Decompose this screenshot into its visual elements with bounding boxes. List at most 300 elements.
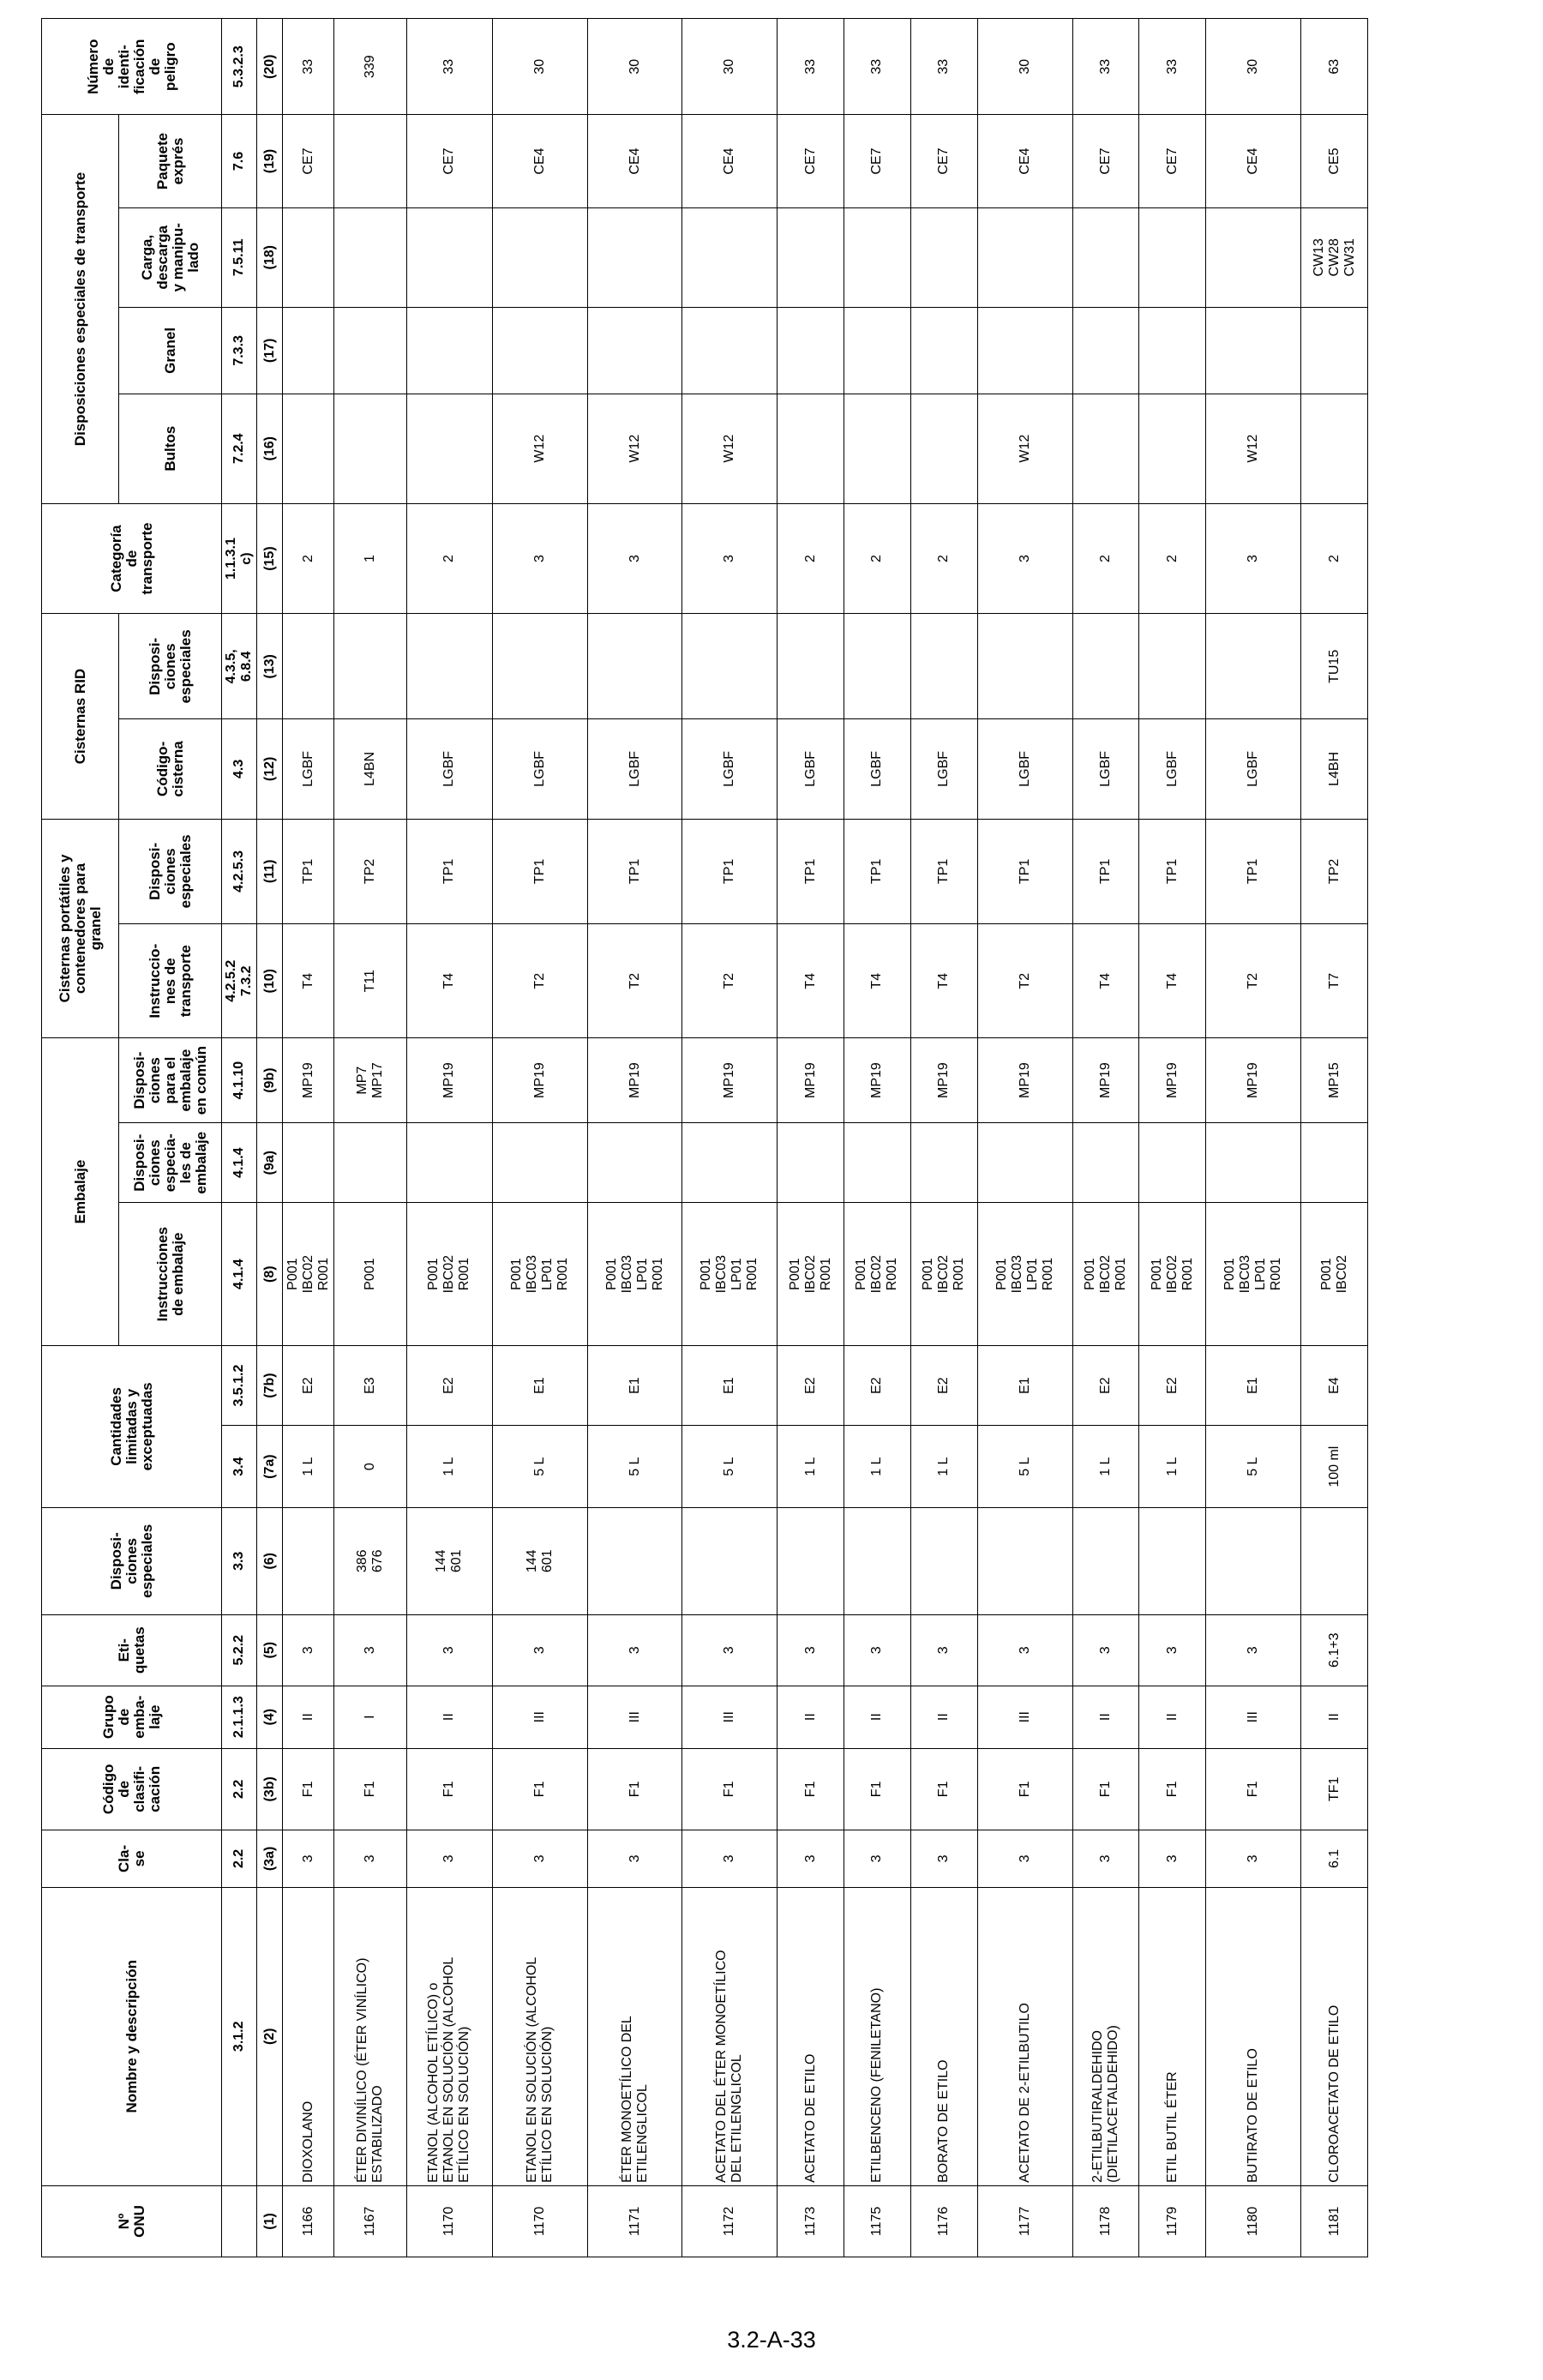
table-cell: E4 (1301, 1345, 1368, 1426)
table-cell: II (844, 1686, 910, 1748)
table-cell: BUTIRATO DE ETILO (1206, 1887, 1301, 2185)
header-portable-tanks: Cisternas portátiles y contenedores para granel (42, 819, 119, 1038)
table-cell (334, 394, 406, 503)
table-cell: W12 (977, 394, 1072, 503)
table-cell: MP19 (844, 1038, 910, 1123)
table-cell: LGBF (910, 719, 977, 819)
table-cell: CE5 (1301, 115, 1368, 207)
column-number-cell: (9b) (257, 1038, 283, 1123)
header-hazard-id: Número de identi- ficación de peligro (42, 19, 222, 115)
table-cell: LGBF (587, 719, 682, 819)
table-cell: TP2 (334, 819, 406, 924)
table-cell: 1172 (682, 2185, 778, 2257)
table-cell: LGBF (1206, 719, 1301, 819)
table-cell: F1 (587, 1748, 682, 1830)
column-number-cell: (5) (257, 1614, 283, 1686)
dangerous-goods-table (41, 18, 1368, 2257)
table-cell: MP19 (406, 1038, 492, 1123)
reference-cell: 3.1.2 (222, 1887, 257, 2185)
table-cell: CE7 (844, 115, 910, 207)
table-cell: 5 L (977, 1426, 1072, 1508)
table-cell: 3 (682, 503, 778, 614)
table-cell: 3 (1206, 503, 1301, 614)
table-cell: MP19 (283, 1038, 334, 1123)
table-cell: E1 (682, 1345, 778, 1426)
column-number-cell: (4) (257, 1686, 283, 1748)
table-cell: II (1301, 1686, 1368, 1748)
reference-cell: 7.2.4 (222, 394, 257, 503)
table-cell (283, 1122, 334, 1203)
table-cell (682, 207, 778, 307)
table-cell: TF1 (1301, 1748, 1368, 1830)
table-cell: E1 (1206, 1345, 1301, 1426)
table-cell: LGBF (844, 719, 910, 819)
table-cell: L4BN (334, 719, 406, 819)
table-cell: TP1 (778, 819, 844, 924)
table-cell: P001 IBC03 LP01 R001 (492, 1203, 587, 1345)
reference-cell: 4.2.5.3 (222, 819, 257, 924)
table-cell: P001 IBC02 R001 (1072, 1203, 1139, 1345)
table-cell: 1170 (406, 2185, 492, 2257)
header-class: Cla- se (42, 1830, 222, 1888)
table-cell: III (1206, 1686, 1301, 1748)
table-cell: T4 (844, 924, 910, 1038)
table-cell: P001 IBC02 R001 (406, 1203, 492, 1345)
table-cell: LGBF (1072, 719, 1139, 819)
table-cell (682, 1507, 778, 1614)
table-cell: TP1 (1139, 819, 1206, 924)
header-tank-instructions: Instruccio- nes de transporte (119, 924, 222, 1038)
table-cell: 3 (587, 1830, 682, 1888)
table-row (283, 19, 334, 2257)
table-cell (977, 1122, 1072, 1203)
table-cell: 1 (334, 503, 406, 614)
table-cell (334, 307, 406, 394)
table-cell: CE4 (682, 115, 778, 207)
table-cell: 2 (844, 503, 910, 614)
table-cell: P001 IBC03 LP01 R001 (977, 1203, 1072, 1345)
table-cell: E2 (1072, 1345, 1139, 1426)
table-row (334, 19, 406, 2257)
table-cell (406, 1122, 492, 1203)
table-cell: MP19 (1139, 1038, 1206, 1123)
table-cell: E2 (844, 1345, 910, 1426)
table-cell: LGBF (977, 719, 1072, 819)
table-cell: 3 (334, 1614, 406, 1686)
table-cell: T11 (334, 924, 406, 1038)
table-cell: CW13 CW28 CW31 (1301, 207, 1368, 307)
table-cell: 1178 (1072, 2185, 1139, 2257)
table-cell: P001 (334, 1203, 406, 1345)
table-cell: T2 (1206, 924, 1301, 1038)
table-cell: 30 (492, 19, 587, 115)
table-cell: TP1 (1072, 819, 1139, 924)
table-cell (1206, 614, 1301, 719)
header-packaging: Embalaje (42, 1038, 119, 1346)
table-cell: 3 (778, 1614, 844, 1686)
table-cell: 3 (406, 1830, 492, 1888)
table-cell: 1 L (1072, 1426, 1139, 1508)
table-cell: ETANOL (ALCOHOL ETÍLICO) o ETANOL EN SOLUCIÓN (ALCOHOL ETÍLICO EN SOLUCIÓN) (406, 1887, 492, 2185)
table-cell: F1 (977, 1748, 1072, 1830)
header-packing-group: Grupo de emba- laje (42, 1686, 222, 1748)
table-cell: CE4 (977, 115, 1072, 207)
table-cell: P001 IBC03 LP01 R001 (587, 1203, 682, 1345)
table-cell: F1 (778, 1748, 844, 1830)
page-number: 3.2-A-33 (727, 2327, 816, 2353)
header-packages: Bultos (119, 394, 222, 503)
table-cell (682, 307, 778, 394)
table-cell: 63 (1301, 19, 1368, 115)
table-cell: 1181 (1301, 2185, 1368, 2257)
table-cell (1301, 1507, 1368, 1614)
table-cell: 2-ETILBUTIRALDEHIDO (DIETILACETALDEHIDO) (1072, 1887, 1139, 2185)
table-cell: T4 (910, 924, 977, 1038)
table-cell: 1176 (910, 2185, 977, 2257)
table-cell (587, 614, 682, 719)
table-cell: F1 (844, 1748, 910, 1830)
table-cell: T4 (778, 924, 844, 1038)
table-cell: TP1 (1206, 819, 1301, 924)
table-row (682, 19, 778, 2257)
table-cell (1072, 307, 1139, 394)
table-row (778, 19, 844, 2257)
table-cell: E1 (977, 1345, 1072, 1426)
table-cell (778, 207, 844, 307)
header-tank-provisions: Disposi- ciones especiales (119, 819, 222, 924)
header-special-packing: Disposi- ciones especia- les de embalaje (119, 1122, 222, 1203)
table-cell: III (977, 1686, 1072, 1748)
table-cell: 3 (1072, 1614, 1139, 1686)
table-cell (587, 207, 682, 307)
table-cell: F1 (1206, 1748, 1301, 1830)
table-cell: 1 L (910, 1426, 977, 1508)
table-cell: 30 (682, 19, 778, 115)
column-number-cell: (2) (257, 1887, 283, 2185)
table-cell: 3 (1139, 1614, 1206, 1686)
table-cell: ÉTER DIVINÍLICO (ÉTER VINÍLICO) ESTABILIZADO (334, 1887, 406, 2185)
table-cell (1139, 394, 1206, 503)
table-cell: 1179 (1139, 2185, 1206, 2257)
table-cell: 3 (910, 1614, 977, 1686)
column-number-cell: (17) (257, 307, 283, 394)
table-cell: ACETATO DE ETILO (778, 1887, 844, 2185)
column-number-cell: (7b) (257, 1345, 283, 1426)
table-cell (778, 394, 844, 503)
table-cell (587, 1122, 682, 1203)
table-cell: CE7 (1072, 115, 1139, 207)
header-loading: Carga, descarga y manipu- lado (119, 207, 222, 307)
table-cell (1206, 1122, 1301, 1203)
table-body (283, 19, 1368, 2257)
table-cell: 3 (844, 1614, 910, 1686)
table-cell: 2 (778, 503, 844, 614)
header-name: Nombre y descripción (42, 1887, 222, 2185)
table-cell: F1 (910, 1748, 977, 1830)
table-cell: MP19 (587, 1038, 682, 1123)
table-row (1072, 19, 1139, 2257)
table-cell: P001 IBC02 R001 (283, 1203, 334, 1345)
table-cell: 6.1+3 (1301, 1614, 1368, 1686)
table-cell: ETIL BUTIL ÉTER (1139, 1887, 1206, 2185)
column-number-cell: (19) (257, 115, 283, 207)
table-cell: LGBF (406, 719, 492, 819)
table-row (1301, 19, 1368, 2257)
table-cell: ÉTER MONOETÍLICO DEL ETILENGLICOL (587, 1887, 682, 2185)
column-number-cell: (6) (257, 1507, 283, 1614)
reference-cell: 5.2.2 (222, 1614, 257, 1686)
table-cell: 3 (492, 1614, 587, 1686)
table-cell: 2 (283, 503, 334, 614)
table-cell: 1177 (977, 2185, 1072, 2257)
table-cell: E1 (492, 1345, 587, 1426)
table-cell (406, 307, 492, 394)
table-cell: 3 (778, 1830, 844, 1888)
table-cell: 5 L (492, 1426, 587, 1508)
reference-cell: 3.5.1.2 (222, 1345, 257, 1426)
table-cell: 3 (977, 1830, 1072, 1888)
table-cell: T2 (492, 924, 587, 1038)
table-cell (682, 1122, 778, 1203)
reference-cell: 4.3.5, 6.8.4 (222, 614, 257, 719)
table-cell: 2 (910, 503, 977, 614)
reference-cell: 3.3 (222, 1507, 257, 1614)
table-cell: 3 (1139, 1830, 1206, 1888)
table-cell: 6.1 (1301, 1830, 1368, 1888)
column-number-cell: (3b) (257, 1748, 283, 1830)
table-cell: 1167 (334, 2185, 406, 2257)
rotated-page (41, 18, 1368, 2257)
table-cell: II (1072, 1686, 1139, 1748)
table-cell: 3 (334, 1830, 406, 1888)
table-cell: CE7 (283, 115, 334, 207)
table-cell: LGBF (1139, 719, 1206, 819)
header-labels: Eti- quetas (42, 1614, 222, 1686)
table-cell (334, 1122, 406, 1203)
table-cell: P001 IBC03 LP01 R001 (1206, 1203, 1301, 1345)
table-cell (910, 1507, 977, 1614)
reference-cell: 4.1.10 (222, 1038, 257, 1123)
table-cell: P001 IBC02 R001 (778, 1203, 844, 1345)
table-cell: T2 (682, 924, 778, 1038)
table-cell: 1166 (283, 2185, 334, 2257)
table-cell: T7 (1301, 924, 1368, 1038)
table-cell (977, 1507, 1072, 1614)
table-cell: MP19 (682, 1038, 778, 1123)
table-cell (1072, 394, 1139, 503)
table-cell (844, 1507, 910, 1614)
table-row (492, 19, 587, 2257)
table-cell: 3 (977, 1614, 1072, 1686)
table-cell: 33 (1072, 19, 1139, 115)
table-cell (1139, 307, 1206, 394)
column-number-cell: (20) (257, 19, 283, 115)
table-cell: 386 676 (334, 1507, 406, 1614)
table-cell: III (492, 1686, 587, 1748)
header-transport-provisions: Disposiciones especiales de transporte (42, 115, 119, 503)
table-cell: 100 ml (1301, 1426, 1368, 1508)
table-cell: F1 (492, 1748, 587, 1830)
table-cell (492, 614, 587, 719)
reference-cell: 2.2 (222, 1830, 257, 1888)
table-cell: MP19 (1072, 1038, 1139, 1123)
table-cell: 1180 (1206, 2185, 1301, 2257)
table-cell: LGBF (492, 719, 587, 819)
reference-cell: 2.2 (222, 1748, 257, 1830)
column-number-cell: (15) (257, 503, 283, 614)
table-cell: LGBF (682, 719, 778, 819)
table-cell (1206, 1507, 1301, 1614)
table-cell (1072, 1507, 1139, 1614)
table-cell (910, 207, 977, 307)
table-cell: W12 (1206, 394, 1301, 503)
column-number-cell: (13) (257, 614, 283, 719)
header-rid-provisions: Disposi- ciones especiales (119, 614, 222, 719)
table-cell: T4 (283, 924, 334, 1038)
table-cell: 5 L (682, 1426, 778, 1508)
table-cell (910, 1122, 977, 1203)
column-number-cell: (7a) (257, 1426, 283, 1508)
table-cell: E2 (406, 1345, 492, 1426)
table-cell (682, 614, 778, 719)
table-cell: CE7 (778, 115, 844, 207)
table-cell: W12 (587, 394, 682, 503)
table-cell: 3 (283, 1614, 334, 1686)
table-cell: ACETATO DE 2-ETILBUTILO (977, 1887, 1072, 2185)
table-cell: L4BH (1301, 719, 1368, 819)
table-cell: 2 (1072, 503, 1139, 614)
table-cell: 33 (1139, 19, 1206, 115)
table-cell (977, 307, 1072, 394)
table-cell: MP19 (492, 1038, 587, 1123)
table-cell: 33 (283, 19, 334, 115)
table-cell (1072, 614, 1139, 719)
table-cell (406, 394, 492, 503)
table-cell: TU15 (1301, 614, 1368, 719)
table-cell: MP15 (1301, 1038, 1368, 1123)
table-cell: CE7 (910, 115, 977, 207)
header-tank-code: Código- cisterna (119, 719, 222, 819)
table-cell: 339 (334, 19, 406, 115)
table-cell: 3 (977, 503, 1072, 614)
table-row (977, 19, 1072, 2257)
table-cell (283, 307, 334, 394)
table-cell: 3 (910, 1830, 977, 1888)
table-cell: II (406, 1686, 492, 1748)
reference-cell: 7.6 (222, 115, 257, 207)
table-cell: 2 (1301, 503, 1368, 614)
table-cell: MP19 (778, 1038, 844, 1123)
table-cell: TP1 (844, 819, 910, 924)
table-cell: TP1 (283, 819, 334, 924)
table-cell: F1 (406, 1748, 492, 1830)
reference-cell: 1.1.3.1 c) (222, 503, 257, 614)
table-cell: P001 IBC02 R001 (1139, 1203, 1206, 1345)
table-cell (1206, 307, 1301, 394)
table-cell (406, 614, 492, 719)
column-number-cell: (12) (257, 719, 283, 819)
table-cell: 3 (587, 1614, 682, 1686)
table-cell (1301, 1122, 1368, 1203)
table-cell: II (1139, 1686, 1206, 1748)
header-transport-category: Categoría de transporte (42, 503, 222, 614)
table-cell: 1 L (406, 1426, 492, 1508)
table-cell: CE4 (587, 115, 682, 207)
table-cell (910, 394, 977, 503)
table-cell (492, 1122, 587, 1203)
table-cell: TP1 (682, 819, 778, 924)
header-limited-quantities: Cantidades limitadas y exceptuadas (42, 1345, 222, 1507)
table-cell: 3 (283, 1830, 334, 1888)
table-cell: 1173 (778, 2185, 844, 2257)
header-un-number: Nº ONU (42, 2185, 222, 2257)
table-cell: 3 (844, 1830, 910, 1888)
table-cell: III (682, 1686, 778, 1748)
table-cell: DIOXOLANO (283, 1887, 334, 2185)
table-cell: 33 (406, 19, 492, 115)
column-number-cell: (8) (257, 1203, 283, 1345)
table-cell: F1 (283, 1748, 334, 1830)
table-cell: T2 (587, 924, 682, 1038)
table-cell: F1 (682, 1748, 778, 1830)
table-cell (778, 614, 844, 719)
reference-cell: 7.3.3 (222, 307, 257, 394)
table-cell (844, 207, 910, 307)
table-cell: 1 L (844, 1426, 910, 1508)
table-cell: T4 (1072, 924, 1139, 1038)
table-cell: 1171 (587, 2185, 682, 2257)
table-cell (283, 1507, 334, 1614)
column-number-cell: (10) (257, 924, 283, 1038)
table-cell (778, 1507, 844, 1614)
reference-cell: 4.3 (222, 719, 257, 819)
table-cell: F1 (334, 1748, 406, 1830)
table-cell: 3 (492, 503, 587, 614)
table-cell: T4 (406, 924, 492, 1038)
table-cell: TP1 (406, 819, 492, 924)
column-number-cell: (3a) (257, 1830, 283, 1888)
header-bulk: Granel (119, 307, 222, 394)
table-cell: F1 (1139, 1748, 1206, 1830)
table-cell: TP1 (587, 819, 682, 924)
table-cell (844, 394, 910, 503)
table-cell: CLOROACETATO DE ETILO (1301, 1887, 1368, 2185)
table-cell: TP1 (492, 819, 587, 924)
table-cell: W12 (682, 394, 778, 503)
table-cell: ACETATO DEL ÉTER MONOETÍLICO DEL ETILENGLICOL (682, 1887, 778, 2185)
table-cell (283, 394, 334, 503)
table-cell (1206, 207, 1301, 307)
table-cell: III (587, 1686, 682, 1748)
table-cell (1139, 1507, 1206, 1614)
reference-cell: 4.1.4 (222, 1122, 257, 1203)
table-cell: P001 IBC02 (1301, 1203, 1368, 1345)
table-cell: E3 (334, 1345, 406, 1426)
table-cell: MP19 (1206, 1038, 1301, 1123)
table-cell (910, 614, 977, 719)
table-row (587, 19, 682, 2257)
table-cell: CE4 (492, 115, 587, 207)
table-cell (977, 614, 1072, 719)
table-cell: 1 L (1139, 1426, 1206, 1508)
table-cell: MP19 (977, 1038, 1072, 1123)
table-cell: LGBF (778, 719, 844, 819)
header-express: Paquete exprés (119, 115, 222, 207)
table-cell: 1 L (283, 1426, 334, 1508)
header-classification-code: Código de clasifi- cación (42, 1748, 222, 1830)
column-number-row (257, 19, 283, 2257)
table-cell: ETANOL EN SOLUCIÓN (ALCOHOL ETÍLICO EN SOLUCIÓN) (492, 1887, 587, 2185)
